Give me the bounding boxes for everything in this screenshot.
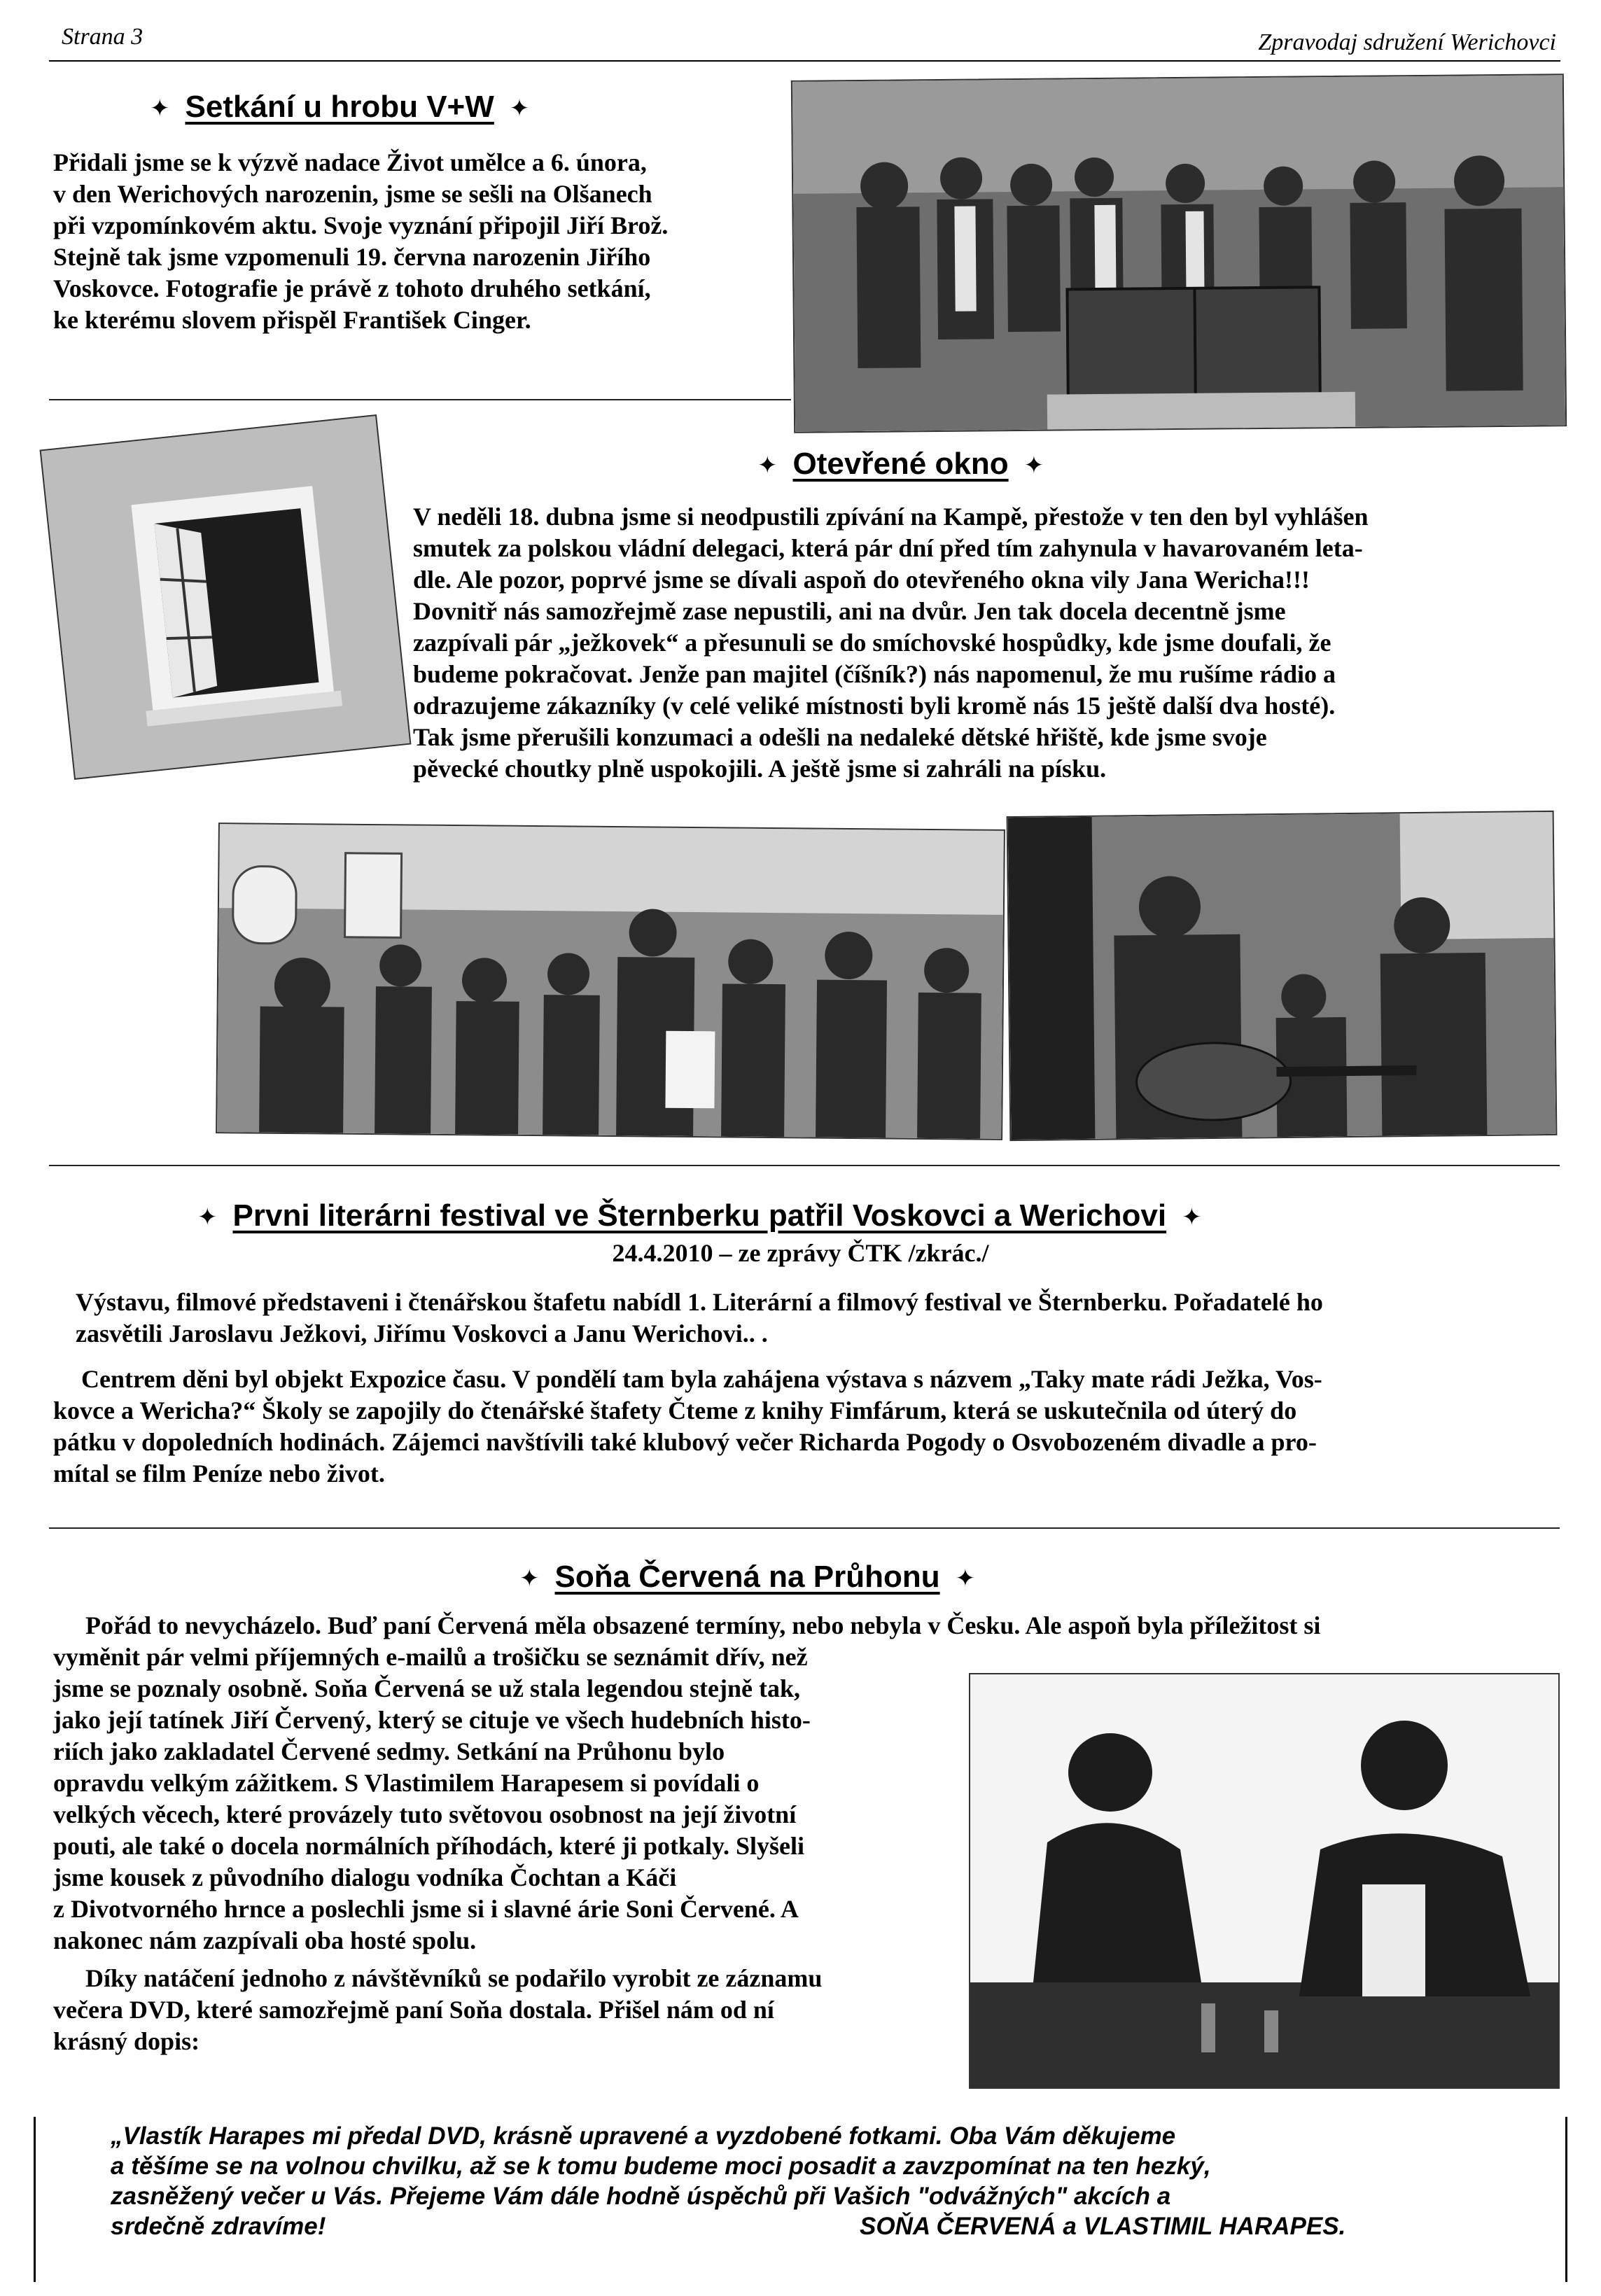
quote-signature: SOŇA ČERVENÁ a VLASTIMIL HARAPES. bbox=[860, 2213, 1346, 2240]
header-rule bbox=[49, 60, 1560, 62]
photo-cervena-harapes bbox=[969, 1673, 1560, 2089]
photo-open-window bbox=[40, 414, 412, 780]
section-title-grave-meeting: ✦ Setkání u hrobu V+W ✦ bbox=[150, 90, 530, 124]
section-text-grave-meeting: Přidali jsme se k výzvě nadace Život umělce a 6. února, v den Werichových narozenin, jsme se sešli na Olšanech při vzpomínkovém aktu. Svoje vyznání připojil Jiří Brož. Stejně tak jsme vzpomenuli 19. června narozenin Jiřího Voskovce. Fotografie je právě z tohoto druhého setkání, ke kterému slovem přispěl František Cinger. bbox=[53, 148, 669, 334]
section-text-open-window: V neděli 18. dubna jsme si neodpustili zpívání na Kampě, přestože v ten den byl vyhlášen smutek za polskou vládní delegaci, která pár dní před tím zahynula v havarovaném leta- dle. Ale pozor, poprvé jsme se dívali aspoň do otevřeného okna vily Jana Wericha!!! Dovnitř nás samozřejmě zase nepustili, ani na dvůr. Jen tak docela decentně jsme zazpívali pár „ježkovek“ a přesunuli se do smíchovské hospůdky, kde jsme doufali, že budeme pokračovat. Jenže pan majitel (číšník?) nás napomenul, že mu rušíme rádio a odrazujeme zákazníky (v celé veliké místnosti byli kromě nás 15 ještě další dva hosté). Tak jsme přerušili konzumaci a odešli na nedaleké dětské hřiště, kde jsme svoje pěvecké choutky plně uspokojili. A ještě jsme si zahráli na písku. bbox=[413, 503, 1369, 783]
section-divider bbox=[49, 1527, 1560, 1529]
section-text-festival-1: Výstavu, filmové představeni i čtenářskou štafetu nabídl 1. Literární a filmový festival ve Šternberku. Pořadatelé ho zasvětili Jaroslavu Ježkovi, Jiřímu Voskovci a Janu Werichovi.. . bbox=[76, 1288, 1323, 1348]
star-ornament-icon: ✦ bbox=[519, 1564, 540, 1593]
star-ornament-icon: ✦ bbox=[150, 94, 170, 123]
section-divider bbox=[49, 399, 791, 400]
section-divider bbox=[49, 1165, 1560, 1166]
star-ornament-icon: ✦ bbox=[1182, 1203, 1202, 1232]
section-title-cervena: ✦ Soňa Červená na Průhonu ✦ bbox=[519, 1560, 976, 1594]
quote-bar-right bbox=[1565, 2117, 1567, 2282]
section-text-cervena-intro: Pořád to nevycházelo. Buď paní Červená měla obsazené termíny, nebo nebyla v Česku. Ale aspoň byla příležitost si vyměnit pár velmi příjemných e-mailů a trošičku se seznámit dřív, než bbox=[53, 1611, 1321, 1671]
section-text-cervena-column: jsme se poznaly osobně. Soňa Červená se už stala legendou stejně tak, jako její tatínek Jiří Červený, který se cituje ve všech hudebních histo- riích jako zakladatel Červené sedmy. Setkání na Průhonu bylo opravdu velkým zážitkem. S Vlastimilem Harapesem si povídali o velkých věcech, které provázely tuto světovou osobnost na její životní pouti, ale také o docela normálních příhodách, které ji potkaly. Slyšeli jsme kousek z původního dialogu vodníka Čochtan a Káči z Divotvorného hrnce a poslechli jsme si i slavné árie Soni Červené. A nakonec nám zazpívali oba hosté spolu. bbox=[53, 1674, 811, 1954]
star-ornament-icon: ✦ bbox=[197, 1203, 218, 1232]
photo-singing-guitar bbox=[1007, 811, 1558, 1141]
section-text-cervena-dvd: Díky natáčení jednoho z návštěvníků se podařilo vyrobit ze záznamu večera DVD, které samozřejmě paní Soňa dostala. Přišel nám od ní krásný dopis: bbox=[53, 1964, 823, 2055]
section-subtitle-festival: 24.4.2010 – ze zprávy ČTK /zkrác./ bbox=[612, 1239, 989, 1267]
section-title-open-window: ✦ Otevřené okno ✦ bbox=[757, 447, 1044, 481]
photo-group-courtyard bbox=[216, 822, 1005, 1140]
quote-bar-left bbox=[34, 2117, 36, 2282]
star-ornament-icon: ✦ bbox=[1023, 451, 1044, 480]
star-ornament-icon: ✦ bbox=[757, 451, 778, 480]
quote-letter: „Vlastík Harapes mi předal DVD, krásně upravené a vyzdobené fotkami. Oba Vám děkujeme a těšíme se na volnou chvilku, až se k tomu budeme moci posadit a zavzpomínat na ten hezký, zasněžený večer u Vás. Přejeme Vám dále hodně úspěchů při Vašich "odvážných" akcích a srdečně zdravíme! bbox=[111, 2122, 1211, 2240]
page-number: Strana 3 bbox=[62, 24, 144, 50]
star-ornament-icon: ✦ bbox=[955, 1564, 976, 1593]
section-text-festival-2: Centrem děni byl objekt Expozice času. V pondělí tam byla zahájena výstava s názvem „Taky mate rádi Ježka, Vos- kovce a Wericha?“ Školy se zapojily do čtenářské štafety Čteme z knihy Fimfárum, která se uskutečnila od úterý do pátku v dopoledních hodinách. Zájemci navštívili také klubový večer Richarda Pogody o Osvobozeném divadle a pro- mítal se film Peníze nebo život. bbox=[53, 1365, 1322, 1488]
publication-title: Zpravodaj sdružení Werichovci bbox=[1258, 29, 1556, 55]
star-ornament-icon: ✦ bbox=[509, 94, 530, 123]
photo-grave-gathering bbox=[791, 74, 1567, 433]
section-title-festival: ✦ Prvni literárni festival ve Šternberku patřil Voskovci a Werichovi ✦ bbox=[197, 1198, 1202, 1233]
